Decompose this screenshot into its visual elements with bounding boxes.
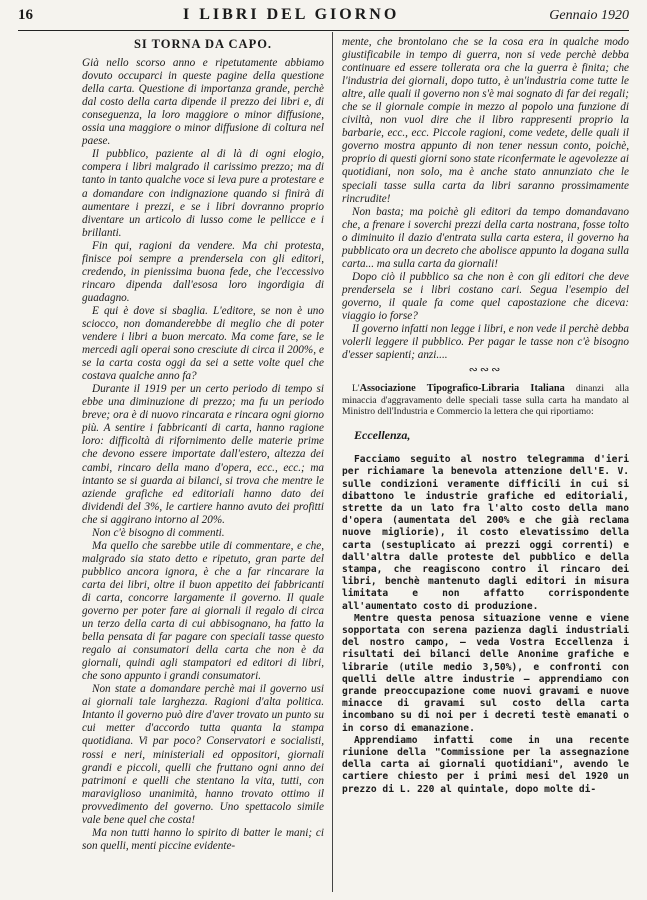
association-note bbox=[342, 383, 629, 417]
letter-paragraph: Mentre questa penosa situazione venne e viene sopportata con serena pazienza dagli industriali del nostro campo, — veda Vostra Eccellenza i risultati dei bilanci delle Anonime grafiche e librarie (utile medio 3,50%), e confronti con quelli delle altre industrie — apprendiamo con grande preoccupazione come nuovi gravami e nuove minacce di gravami sul costo della carta incombano su di noi per i decreti testè emanati o in corso di emanazione. bbox=[342, 612, 629, 734]
header-rule bbox=[18, 30, 629, 31]
page-number: 16 bbox=[18, 7, 33, 23]
issue-date: Gennaio 1920 bbox=[549, 8, 629, 23]
paragraph: E qui è dove si sbaglia. L'editore, se non è uno sciocco, non domanderebbe di meglio che di poter vendere i libri a buon mercato. Ma come fare, se le mercedi agli operai sono cresciute di circa il 200%, e se la carta costa oggi da sei a sette volte quel che costava qualche anno fa? bbox=[82, 304, 324, 383]
paragraph: mente, che brontolano che se la cosa era in qualche modo giustificabile in tempo di guerra, non si vede perchè debba continuare ed essere tollerata ora che la guerra è finita; che l'industria dei giornali, dopo tutto, è un'industria come tutte le altre, alle quali il governo non s'è mai sognato di far dei regali; che se il giornale compie in mezzo al popolo una funzione di civiltà, non vuol dire che il libro rappresenti proprio la barbarie, ecc., ecc. Piccole ragioni, come vedete, delle quali il governo mostra appunto di non tener nessun conto, poichè, proprio di questi giorni sono state riconfermate le agevolezze ai quotidiani, non solo, ma è anche stato annunziato che le speciali tasse sulla carta da libri saranno prossimamente rincrudite! bbox=[342, 36, 630, 205]
paragraph: Già nello scorso anno e ripetutamente abbiamo dovuto occuparci in queste pagine della questione della carta. Questione di importanza grande, perchè dal costo della carta dipende il prezzo dei libri e, di conseguenza, la loro maggiore o minor diffusione, ossia una maggiore o minor diffusione di coltura nel paese. bbox=[82, 57, 324, 148]
paragraph: Ma quello che sarebbe utile di commentare, e che, malgrado sia stato detto e ripetuto, gran parte del pubblico ancora ignora, è che a far rincarare la carta dei libri, oltre il buon appetito dei fabbricanti di carta, concorre largamente il governo. Il quale governo per poter fare ai giornali il regalo di circa un terzo della carta di cui abbisognano, ha fatto la bella pensata di far pagare con speciali tasse questo regalo ai consumatori della carta che non è da giornali, quindi agli stampatori ed editori di libri, che sono appunto i grandi consumatori. bbox=[82, 539, 324, 683]
paragraph: Non c'è bisogno di commenti. bbox=[92, 526, 225, 539]
letter-paragraph: Apprendiamo infatti come in una recente riunione della "Commissione per la assegnazione della carta ai giornali quotidiani", avendo le cartiere chiesto per i primi mesi del 1920 un prezzo di L. 220 al quintale, dopo molte di- bbox=[342, 734, 629, 795]
association-name: Associazione Tipografico-Libraria Italiana bbox=[359, 383, 565, 395]
paragraph: Non state a domandare perchè mai il governo usi ai giornali tale larghezza. Ragioni d'alta politica. Intanto il governo può dire d'aver trovato un punto su cui metter d'accordo tutta quanta la stampa quotidiana. Vi par poco? Conservatori e socialisti, rossi e neri, ministeriali ed oppositori, giornali grandi e piccoli, quelli che fruttano ogni anno dei patrimoni e quelli che stentano la vita, tutti, con maraviglioso unanimità, hanno trovato ottimo il provvedimento del governo. Uno spettacolo simile vale bene quel che costa! bbox=[82, 683, 324, 826]
article-title: SI TORNA DA CAPO. bbox=[133, 37, 273, 51]
paragraph: Il pubblico, paziente al di là di ogni elogio, compera i libri malgrado il carissimo prezzo; ma di tanto in tanto qualche voce si leva pure a protestare e a domandare con indignazione quando si finirà di aumentare i prezzi, e se i libri dovranno proprio diventare un articolo di lusso come le pellicce e i brillanti. bbox=[82, 148, 324, 239]
letter-salutation: Eccellenza, bbox=[354, 428, 411, 443]
association-text: dinanzi alla minaccia d'aggravamento delle speciali tasse sulla carta ha mandato al Ministro dell'Industria e Commercio la lettera che qui riportiamo: bbox=[342, 383, 629, 417]
paragraph: Durante il 1919 per un certo periodo di tempo si ebbe una diminuzione di prezzo; ma fu un periodo breve; ora è di nuovo rincarata e rincara ogni giorno più. A sentire i fabbricanti di carta, hanno ragione loro: difficoltà di rifornimento delle materie prime che devono essere importate dall'estero, altezza dei cambi, rincaro della mano d'opera, ecc., ecc.; ma intanto se si guarda ai bilanci, si trova che mentre le aziende grafiche ed editoriali hanno dato dei dividendi del 3%, le cartiere hanno avuto dei profitti che si aggirano intorno al 20%. bbox=[82, 383, 324, 526]
association-prefix: L' bbox=[352, 383, 360, 395]
section-separator: ∾∾∾ bbox=[468, 364, 503, 377]
journal-title: I LIBRI DEL GIORNO bbox=[183, 6, 400, 23]
letter-body bbox=[342, 454, 629, 796]
page-header bbox=[18, 6, 629, 26]
letter-paragraph: Facciamo seguito al nostro telegramma d'ieri per richiamare la benevola attenzione dell'E. V. sulle condizioni veramente difficili in cui si dibattono le industrie grafiche ed editoriali, strette da un lato fra l'alto costo della mano d'opera (aumentata del 200% e che già reclama nuove migliorie), il costo elevatissimo della carta (sestuplicato ai prezzi oggi correnti) e dall'altra dalle proteste del pubblico e della stampa, che reagiscono contro il rincaro dei libri, benchè mantenuto dagli editori in misura limitata e non affatto corrispondente all'aumentato costo di produzione. bbox=[342, 454, 629, 612]
paragraph: Non basta; ma poichè gli editori da tempo domandavano che, a frenare i soverchi prezzi della carta nostrana, fosse tolto o diminuito il dazio d'entrata sulla carta estera, il governo ha pubblicato ora un decreto che abolisce appunto la dogana sulla carta... ma sulla carta da giornali! bbox=[342, 205, 629, 270]
column-divider bbox=[332, 32, 333, 892]
paragraph: Il governo infatti non legge i libri, e non vede il perchè debba volerli leggere il pubblico. Per pagar le tasse non c'è bisogno d'esser sapienti; anzi.... bbox=[342, 323, 629, 362]
right-column bbox=[342, 36, 629, 796]
paragraph: Dopo ciò il pubblico sa che non è con gli editori che deve prendersela se i libri costano cari. Segua l'esempio del governo, il quale fa come quel capostazione che diceva: viaggio io forse? bbox=[342, 270, 629, 322]
paragraph: Fin qui, ragioni da vendere. Ma chi protesta, finisce poi sempre a prendersela con gli editori, credendo, in pienissima buona fede, che l'eccessivo rincaro dipenda dall'esosa loro ingordigia di guadagno. bbox=[82, 239, 324, 304]
paragraph: Ma non tutti hanno lo spirito di batter le mani; ci son quelli, menti piccine evidente- bbox=[82, 826, 324, 852]
left-column bbox=[82, 36, 324, 853]
